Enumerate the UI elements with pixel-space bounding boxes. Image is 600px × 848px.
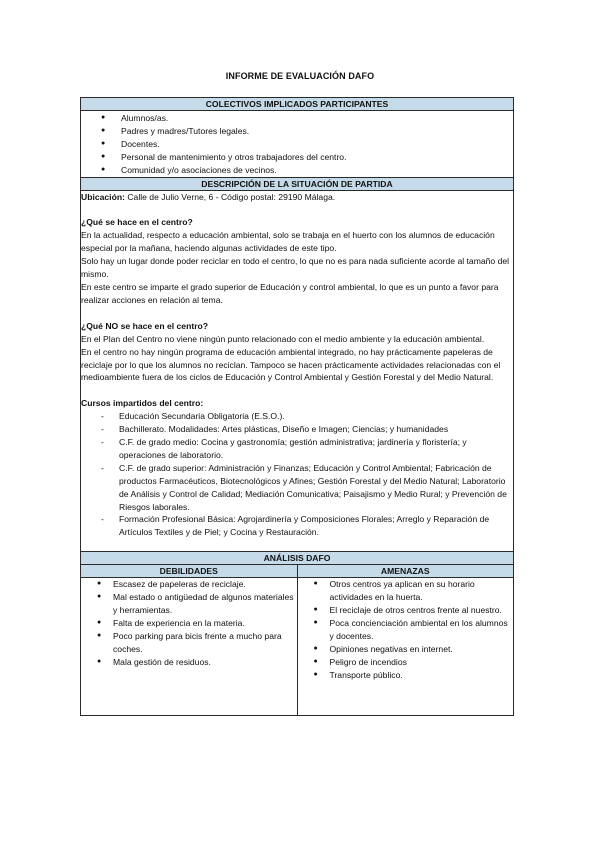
que-se-hace-title: ¿Qué se hace en el centro?: [81, 217, 193, 228]
colectivos-header: COLECTIVOS IMPLICADOS PARTICIPANTES: [81, 98, 514, 111]
descripcion-header: DESCRIPCIÓN DE LA SITUACIÓN DE PARTIDA: [81, 177, 514, 190]
descripcion-cell: [81, 190, 514, 552]
list-item: ● Docentes.: [81, 138, 509, 151]
ubicacion-value: Calle de Julio Verne, 6 - Código postal: 29190 Málaga.: [127, 191, 336, 202]
document-title: INFORME DE EVALUACIÓN DAFO: [225, 71, 375, 81]
cursos-list: [81, 410, 513, 539]
dafo-report-table: [80, 97, 514, 716]
list-item: ● Poca concienciación ambiental en los alumnos y docentes.: [298, 617, 514, 643]
debilidades-cell: [81, 578, 298, 716]
debilidades-list: [81, 578, 297, 668]
amenazas-header: AMENAZAS: [297, 565, 514, 578]
cursos-title: Cursos impartidos del centro:: [81, 398, 204, 409]
list-item: ● Alumnos/as.: [81, 112, 509, 125]
paragraph: En la actualidad, respecto a educación ambiental, solo se trabaja en el huerto con los alumnos de educación especial por la mañana, haciendo algunas actividades de este tipo.: [81, 230, 495, 254]
amenazas-list: [298, 578, 514, 681]
list-item: ● Mala gestión de residuos.: [81, 656, 297, 669]
list-item: ● Opiniones negativas en internet.: [298, 643, 514, 656]
paragraph: En el centro no hay ningún programa de educación ambiental integrado, no hay prácticamente papeleras de reciclaje por lo que los alumnos no reciclan. Tampoco se hacen prácticamente actividades relacionadas con el medioambiente fuera de los ciclos de Educación y Control Ambiental y Gestión Forestal y del Medio Natural.: [81, 346, 501, 383]
list-item: ● Falta de experiencia en la materia.: [81, 617, 297, 630]
list-item: ● Comunidad y/o asociaciones de vecinos.: [81, 164, 509, 177]
paragraph: En este centro se imparte el grado superior de Educación y control ambiental, lo que es un punto a favor para realizar acciones en relación al tema.: [81, 281, 499, 305]
list-item: - Formación Profesional Básica: Agrojardinería y Composiciones Florales; Arreglo y Reparación de Artículos Textiles y de Piel; y Cocina y Restauración.: [81, 513, 513, 539]
list-item: ● Poco parking para bicis frente a mucho para coches.: [81, 630, 297, 656]
list-item: - C.F. de grado medio: Cocina y gastronomía; gestión administrativa; jardinería y floristería; y operaciones de laboratorio.: [81, 436, 513, 462]
list-item: ● Padres y madres/Tutores legales.: [81, 125, 509, 138]
list-item: - Bachillerato. Modalidades: Artes plásticas, Diseño e Imagen; Ciencias; y humanidades: [81, 423, 513, 436]
paragraph: Solo hay un lugar donde poder reciclar en todo el centro, lo que no es para nada suficiente acorde al tamaño del mismo.: [81, 256, 510, 280]
list-item: ● Otros centros ya aplican en su horario actividades en la huerta.: [298, 578, 514, 604]
list-item: ● Personal de mantenimiento y otros trabajadores del centro.: [81, 151, 509, 164]
list-item: - Educación Secundaria Obligatoria (E.S.O.).: [81, 410, 513, 423]
list-item: ● Peligro de incendios: [298, 656, 514, 669]
ubicacion-label: Ubicación:: [81, 191, 125, 202]
debilidades-header: DEBILIDADES: [81, 565, 298, 578]
amenazas-cell: [297, 578, 514, 716]
list-item: - C.F. de grado superior: Administración y Finanzas; Educación y Control Ambiental; Fabricación de productos Farmacéuticos, Biotecnológicos y Afines; Gestión Forestal y del Medio Natural; Laboratorio de Análisis y Control de Calidad; Mediación Comunicativa; Paisajismo y Medio Rural; y Prevención de Riesgos laborales.: [81, 462, 513, 514]
ubicacion-line: [81, 191, 513, 204]
dafo-header: ANÁLISIS DAFO: [81, 552, 514, 565]
colectivos-list: [81, 112, 509, 177]
list-item: ● Escasez de papeleras de reciclaje.: [81, 578, 297, 591]
list-item: ● El reciclaje de otros centros frente al nuestro.: [298, 604, 514, 617]
que-no-se-hace-title: ¿Qué NO se hace en el centro?: [81, 320, 209, 331]
list-item: ● Mal estado o antigüedad de algunos materiales y herramientas.: [81, 591, 297, 617]
paragraph: En el Plan del Centro no viene ningún punto relacionado con el medio ambiente y la educación ambiental.: [81, 333, 485, 344]
colectivos-cell: [81, 111, 514, 178]
list-item: ● Transporte público.: [298, 669, 514, 682]
